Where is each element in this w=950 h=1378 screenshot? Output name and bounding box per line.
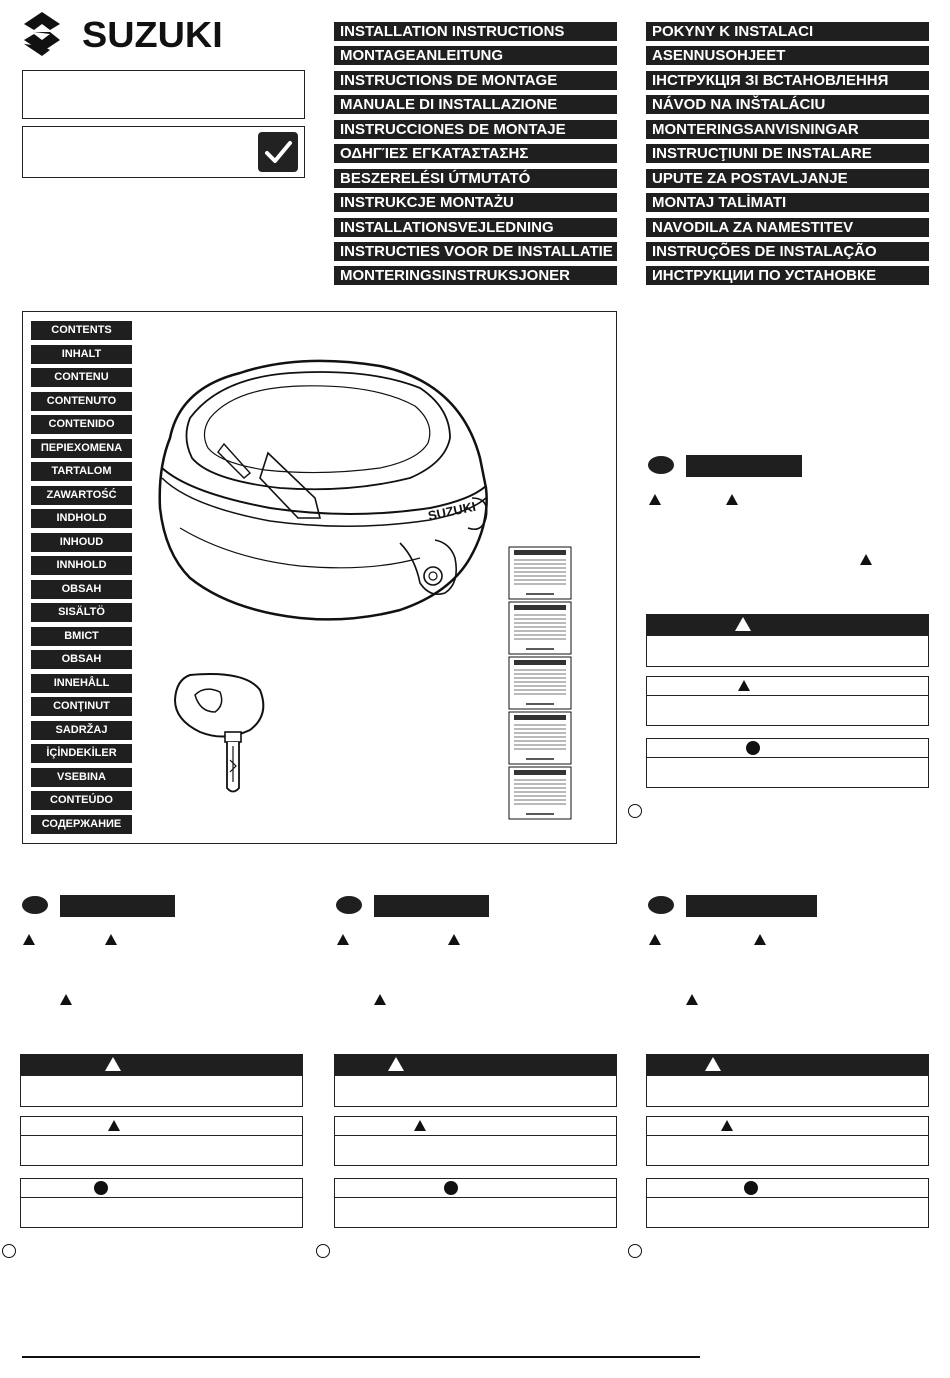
- blank-box-top: [22, 70, 305, 119]
- contents-label-6: TARTALOM: [31, 462, 132, 481]
- left-title-7: INSTRUKCJE MONTAŻU: [334, 193, 617, 212]
- right-title-2: ІНСТРУКЦІЯ ЗІ ВСТАНОВЛЕННЯ: [646, 71, 929, 90]
- contents-label-4: CONTENIDO: [31, 415, 132, 434]
- note-circle-icon: [628, 804, 642, 818]
- contents-label-7: ZAWARTOŚĆ: [31, 486, 132, 505]
- instruction-sheet-2: [508, 656, 572, 710]
- section-badge-1: [22, 896, 48, 914]
- contents-label-10: INNHOLD: [31, 556, 132, 575]
- caution-body: [334, 1197, 617, 1228]
- contents-label-21: СОДЕРЖАНИЕ: [31, 815, 132, 834]
- warning-triangle-icon: [726, 494, 738, 505]
- contents-label-16: CONŢINUT: [31, 697, 132, 716]
- left-title-5: ΟΔΗΓΊΕΣ ΕΓΚΑΤΆΣΤΑΣΗΣ: [334, 144, 617, 163]
- contents-label-1: INHALT: [31, 345, 132, 364]
- contents-label-8: INDHOLD: [31, 509, 132, 528]
- warning-triangle-icon: [60, 994, 72, 1005]
- contents-label-17: SADRŽAJ: [31, 721, 132, 740]
- instruction-sheet-4: [508, 766, 572, 820]
- top-case-illustration: [150, 348, 495, 628]
- danger-header: [334, 1054, 617, 1075]
- left-title-3: MANUALE DI INSTALLAZIONE: [334, 95, 617, 114]
- section-header-bar-2: [374, 895, 489, 917]
- instruction-sheet-1: [508, 601, 572, 655]
- warning-header: [646, 1116, 929, 1136]
- left-title-6: BESZERELÉSI ÚTMUTATÓ: [334, 169, 617, 188]
- warning-triangle-icon: [374, 994, 386, 1005]
- contents-label-11: OBSAH: [31, 580, 132, 599]
- danger-header: [20, 1054, 303, 1075]
- contents-label-0: CONTENTS: [31, 321, 132, 340]
- contents-label-14: OBSAH: [31, 650, 132, 669]
- section-header-bar-0: [686, 455, 802, 477]
- left-title-9: INSTRUCTIES VOOR DE INSTALLATIE: [334, 242, 617, 261]
- left-title-10: MONTERINGSINSTRUKSJONER: [334, 266, 617, 285]
- contents-label-2: CONTENU: [31, 368, 132, 387]
- danger-body: [646, 635, 929, 667]
- warning-triangle-icon: [686, 994, 698, 1005]
- caution-header: [334, 1178, 617, 1198]
- caution-body: [20, 1197, 303, 1228]
- caution-body: [646, 1197, 929, 1228]
- warning-body: [646, 1135, 929, 1166]
- right-title-8: NAVODILA ZA NAMESTITEV: [646, 218, 929, 237]
- warning-triangle-icon: [337, 934, 349, 945]
- warning-triangle-icon: [649, 934, 661, 945]
- contents-label-15: INNEHÅLL: [31, 674, 132, 693]
- right-title-7: MONTAJ TALİMATI: [646, 193, 929, 212]
- section-badge-3: [648, 896, 674, 914]
- danger-triangle-icon: [735, 617, 751, 631]
- warning-body: [334, 1135, 617, 1166]
- warning-header: [20, 1116, 303, 1136]
- caution-header: [646, 1178, 929, 1198]
- left-title-0: INSTALLATION INSTRUCTIONS: [334, 22, 617, 41]
- note-circle-icon: [628, 1244, 642, 1258]
- note-circle-icon: [316, 1244, 330, 1258]
- brand-name: SUZUKI: [82, 14, 223, 55]
- danger-body: [646, 1075, 929, 1107]
- instruction-sheet-3: [508, 711, 572, 765]
- contents-label-12: SISÄLTÖ: [31, 603, 132, 622]
- caution-body: [646, 757, 929, 788]
- right-title-3: NÁVOD NA INŠTALÁCIU: [646, 95, 929, 114]
- contents-label-13: ВМІСТ: [31, 627, 132, 646]
- warning-triangle-icon: [105, 934, 117, 945]
- right-title-1: ASENNUSOHJEET: [646, 46, 929, 65]
- contents-label-19: VSEBINA: [31, 768, 132, 787]
- danger-triangle-icon: [105, 1057, 121, 1071]
- danger-triangle-icon: [388, 1057, 404, 1071]
- danger-triangle-icon: [705, 1057, 721, 1071]
- right-title-6: UPUTE ZA POSTAVLJANJE: [646, 169, 929, 188]
- contents-label-18: İÇİNDEKİLER: [31, 744, 132, 763]
- left-title-8: INSTALLATIONSVEJLEDNING: [334, 218, 617, 237]
- warning-triangle-icon: [721, 1120, 733, 1131]
- section-badge-2: [336, 896, 362, 914]
- warning-triangle-icon: [649, 494, 661, 505]
- warning-body: [20, 1135, 303, 1166]
- warning-triangle-icon: [860, 554, 872, 565]
- right-title-10: ИНСТРУКЦИИ ПО УСТАНОВКЕ: [646, 266, 929, 285]
- case-logo-text: SUZUKI: [426, 498, 478, 524]
- section-header-bar-1: [60, 895, 175, 917]
- key-illustration: [170, 670, 270, 795]
- caution-dot-icon: [744, 1181, 758, 1195]
- right-title-0: POKYNY K INSTALACI: [646, 22, 929, 41]
- left-title-2: INSTRUCTIONS DE MONTAGE: [334, 71, 617, 90]
- note-circle-icon: [2, 1244, 16, 1258]
- contents-label-5: ΠΕΡΙΕΧΟΜΕΝΑ: [31, 439, 132, 458]
- checkmark-icon: [258, 132, 298, 172]
- contents-label-20: CONTEÚDO: [31, 791, 132, 810]
- instruction-sheet-0: [508, 546, 572, 600]
- warning-triangle-icon: [754, 934, 766, 945]
- danger-header: [646, 1054, 929, 1075]
- contents-label-3: CONTENUTO: [31, 392, 132, 411]
- caution-header: [20, 1178, 303, 1198]
- danger-body: [334, 1075, 617, 1107]
- suzuki-logo: [20, 10, 270, 60]
- warning-triangle-icon: [414, 1120, 426, 1131]
- suzuki-s-mark-icon: [20, 10, 80, 60]
- caution-dot-icon: [444, 1181, 458, 1195]
- warning-triangle-icon: [108, 1120, 120, 1131]
- danger-body: [20, 1075, 303, 1107]
- section-badge-0: [648, 456, 674, 474]
- footer-rule: [22, 1356, 700, 1358]
- danger-header: [646, 614, 929, 635]
- warning-triangle-icon: [448, 934, 460, 945]
- left-title-4: INSTRUCCIONES DE MONTAJE: [334, 120, 617, 139]
- warning-body: [646, 695, 929, 726]
- warning-header: [646, 676, 929, 696]
- warning-triangle-icon: [738, 680, 750, 691]
- caution-dot-icon: [746, 741, 760, 755]
- contents-label-9: INHOUD: [31, 533, 132, 552]
- section-header-bar-3: [686, 895, 817, 917]
- left-title-1: MONTAGEANLEITUNG: [334, 46, 617, 65]
- caution-dot-icon: [94, 1181, 108, 1195]
- right-title-5: INSTRUCŢIUNI DE INSTALARE: [646, 144, 929, 163]
- right-title-4: MONTERINGSANVISNINGAR: [646, 120, 929, 139]
- warning-triangle-icon: [23, 934, 35, 945]
- caution-header: [646, 738, 929, 758]
- warning-header: [334, 1116, 617, 1136]
- right-title-9: INSTRUÇÕES DE INSTALAÇÃO: [646, 242, 929, 261]
